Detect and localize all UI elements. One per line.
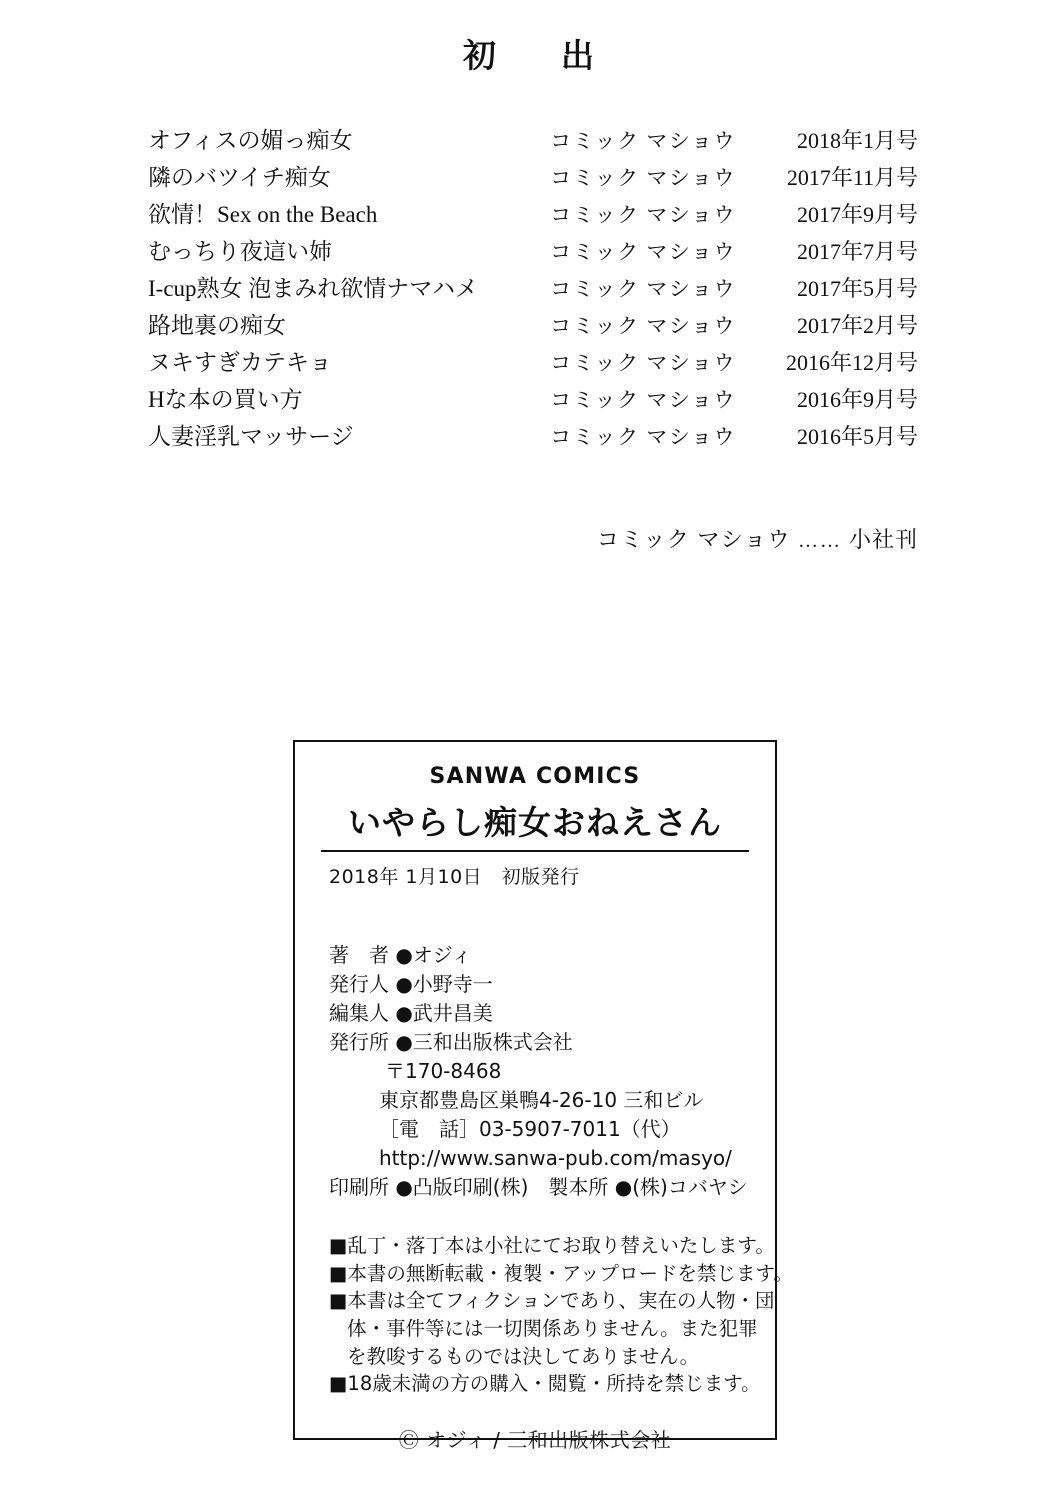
credit-magazine: コミック マショウ xyxy=(550,314,736,338)
credit-issue: 2016年12月号 xyxy=(785,350,918,375)
credits-footer-dots: …… xyxy=(797,530,842,552)
colophon-box xyxy=(293,740,793,1453)
credit-magazine: コミック マショウ xyxy=(550,351,736,375)
notices-block xyxy=(321,1232,793,1398)
copyright-line: Ⓒ オジィ / 三和出版株式会社 xyxy=(398,1428,672,1453)
credit-issue: 2016年5月号 xyxy=(796,424,918,449)
page-title: 初 出 xyxy=(463,39,610,75)
printing-line: 印刷所 ●凸版印刷(株) 製本所 ●(株)コバヤシ xyxy=(329,1175,748,1199)
credit-row xyxy=(148,122,918,159)
imprint-label: SANWA COMICS xyxy=(429,764,641,789)
credit-work-title: 路地裏の痴女 xyxy=(148,313,286,338)
credit-row xyxy=(148,233,918,270)
website-url[interactable]: http://www.sanwa-pub.com/masyo/ xyxy=(379,1146,732,1170)
publisher-person-line: 発行人 ●小野寺一 xyxy=(329,972,493,996)
credit-work-title: 隣のバツイチ痴女 xyxy=(148,165,331,190)
credit-magazine: コミック マショウ xyxy=(550,277,736,301)
staff-block xyxy=(321,941,749,1202)
editor-line: 編集人 ●武井昌美 xyxy=(329,1001,493,1025)
credit-row xyxy=(148,344,918,381)
credits-footer-magazine: コミック マショウ xyxy=(596,527,791,552)
credit-magazine: コミック マショウ xyxy=(550,388,736,412)
credit-work-title: オフィスの媚っ痴女 xyxy=(148,128,353,153)
credit-work-title: I-cup熟女 泡まみれ欲情ナマハメ xyxy=(148,276,479,301)
credit-issue: 2017年9月号 xyxy=(796,202,918,227)
credit-row xyxy=(148,196,918,233)
credits-list xyxy=(148,122,918,455)
credit-row xyxy=(148,381,918,418)
notice-line: ■本書の無断転載・複製・アップロードを禁じます。 xyxy=(329,1261,793,1285)
credit-magazine: コミック マショウ xyxy=(550,166,736,190)
credit-issue: 2018年1月号 xyxy=(796,128,918,153)
notice-line: 体・事件等には一切関係ありません。また犯罪 xyxy=(347,1317,758,1341)
credit-work-title: 人妻淫乳マッサージ xyxy=(148,424,354,449)
publication-date: 2018年 1月10日 初版発行 xyxy=(329,866,580,888)
credits-footer xyxy=(148,523,918,554)
phone-line: ［電 話］03-5907-7011（代） xyxy=(379,1117,681,1141)
notice-line: ■18歳未満の方の購入・閲覧・所持を禁じます。 xyxy=(329,1372,761,1396)
address-line: 東京都豊島区巣鴨4-26-10 三和ビル xyxy=(379,1088,704,1112)
credit-magazine: コミック マショウ xyxy=(550,425,736,449)
title-divider xyxy=(321,850,749,852)
credit-issue: 2017年11月号 xyxy=(786,165,918,190)
credit-issue: 2017年7月号 xyxy=(796,239,918,264)
credit-row xyxy=(148,159,918,196)
notice-line: を教唆するものでは決してありません。 xyxy=(347,1344,700,1368)
credit-magazine: コミック マショウ xyxy=(550,240,736,264)
credit-row xyxy=(148,270,918,307)
publisher-company-line: 発行所 ●三和出版株式会社 xyxy=(329,1030,573,1054)
credit-magazine: コミック マショウ xyxy=(550,203,736,227)
credit-row xyxy=(148,307,918,344)
book-title: いやらし痴女おねえさん xyxy=(348,803,722,842)
credit-issue: 2016年9月号 xyxy=(796,387,918,412)
postal-code-line: 〒170-8468 xyxy=(385,1059,502,1083)
credit-issue: 2017年2月号 xyxy=(796,313,918,338)
credit-work-title: Hな本の買い方 xyxy=(148,387,303,412)
author-line: 著 者 ●オジィ xyxy=(329,943,472,967)
credit-work-title: 欲情！Sex on the Beach xyxy=(148,202,378,227)
credit-magazine: コミック マショウ xyxy=(550,129,736,153)
notice-line: ■本書は全てフィクションであり、実在の人物・団 xyxy=(329,1289,775,1313)
notice-line: ■乱丁・落丁本は小社にてお取り替えいたします。 xyxy=(329,1234,775,1257)
credit-issue: 2017年5月号 xyxy=(796,276,918,301)
credits-footer-publisher: 小社刊 xyxy=(848,527,918,552)
credit-work-title: ヌキすぎカテキョ xyxy=(148,350,332,375)
credit-row xyxy=(148,418,918,455)
credit-work-title: むっちり夜這い姉 xyxy=(148,239,332,264)
